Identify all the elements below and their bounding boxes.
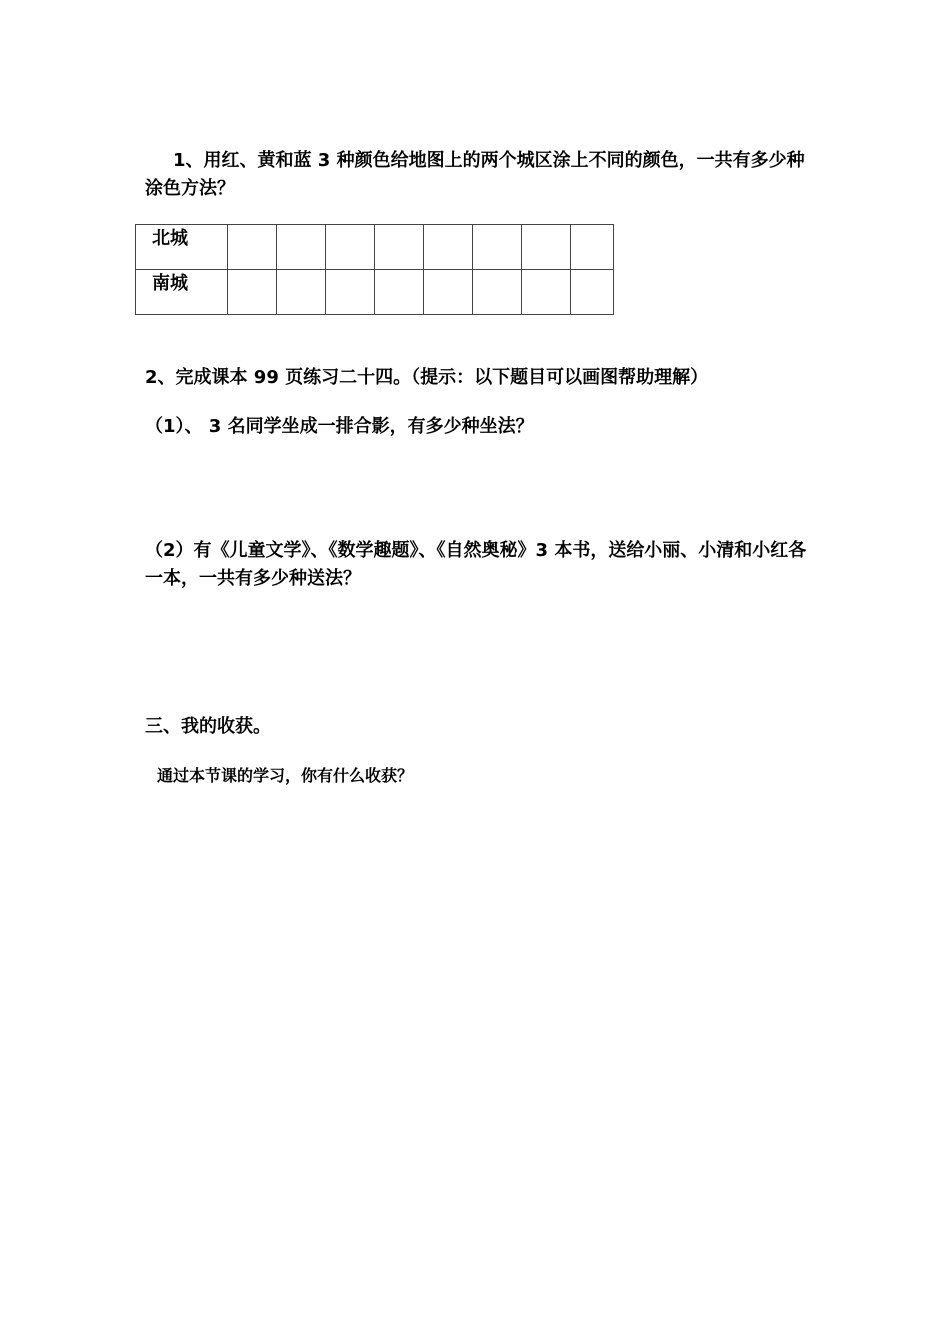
- section-3-prompt: 通过本节课的学习，你有什么收获？: [157, 766, 414, 785]
- table-cell: [473, 270, 522, 315]
- table-cell: [424, 270, 473, 315]
- table-cell: [522, 225, 571, 270]
- table-cell: [277, 225, 326, 270]
- section-3-title: 三、我的收获。: [145, 716, 271, 737]
- table-cell: [326, 270, 375, 315]
- table-cell: [522, 270, 571, 315]
- table-cell: [375, 270, 424, 315]
- table-cell: [424, 225, 473, 270]
- table-cell: [571, 270, 614, 315]
- table-cell: [571, 225, 614, 270]
- question-2-part-2: （2）有《儿童文学》、《数学趣题》、《自然奥秘》3 本书，送给小丽、小清和小红各一本，一共有多少种送法？: [145, 540, 807, 589]
- table-cell: [277, 270, 326, 315]
- table-cell: [228, 270, 277, 315]
- table-cell: [228, 225, 277, 270]
- question-2-title: 2、完成课本 99 页练习二十四。（提示：以下题目可以画图帮助理解）: [145, 367, 709, 388]
- table-cell: [375, 225, 424, 270]
- table-row: [136, 270, 614, 315]
- question-1-text: 1、用红、黄和蓝 3 种颜色给地图上的两个城区涂上不同的颜色，一共有多少种涂色方法？: [145, 150, 805, 199]
- question-2-part-1: （1）、 3 名同学坐成一排合影，有多少种坐法？: [145, 416, 534, 437]
- table-cell: [326, 225, 375, 270]
- row-label-south: 南城: [136, 270, 228, 315]
- question-1: [145, 147, 815, 203]
- row-label-north: 北城: [136, 225, 228, 270]
- coloring-table: [135, 224, 614, 315]
- table-cell: [473, 225, 522, 270]
- table-row: [136, 225, 614, 270]
